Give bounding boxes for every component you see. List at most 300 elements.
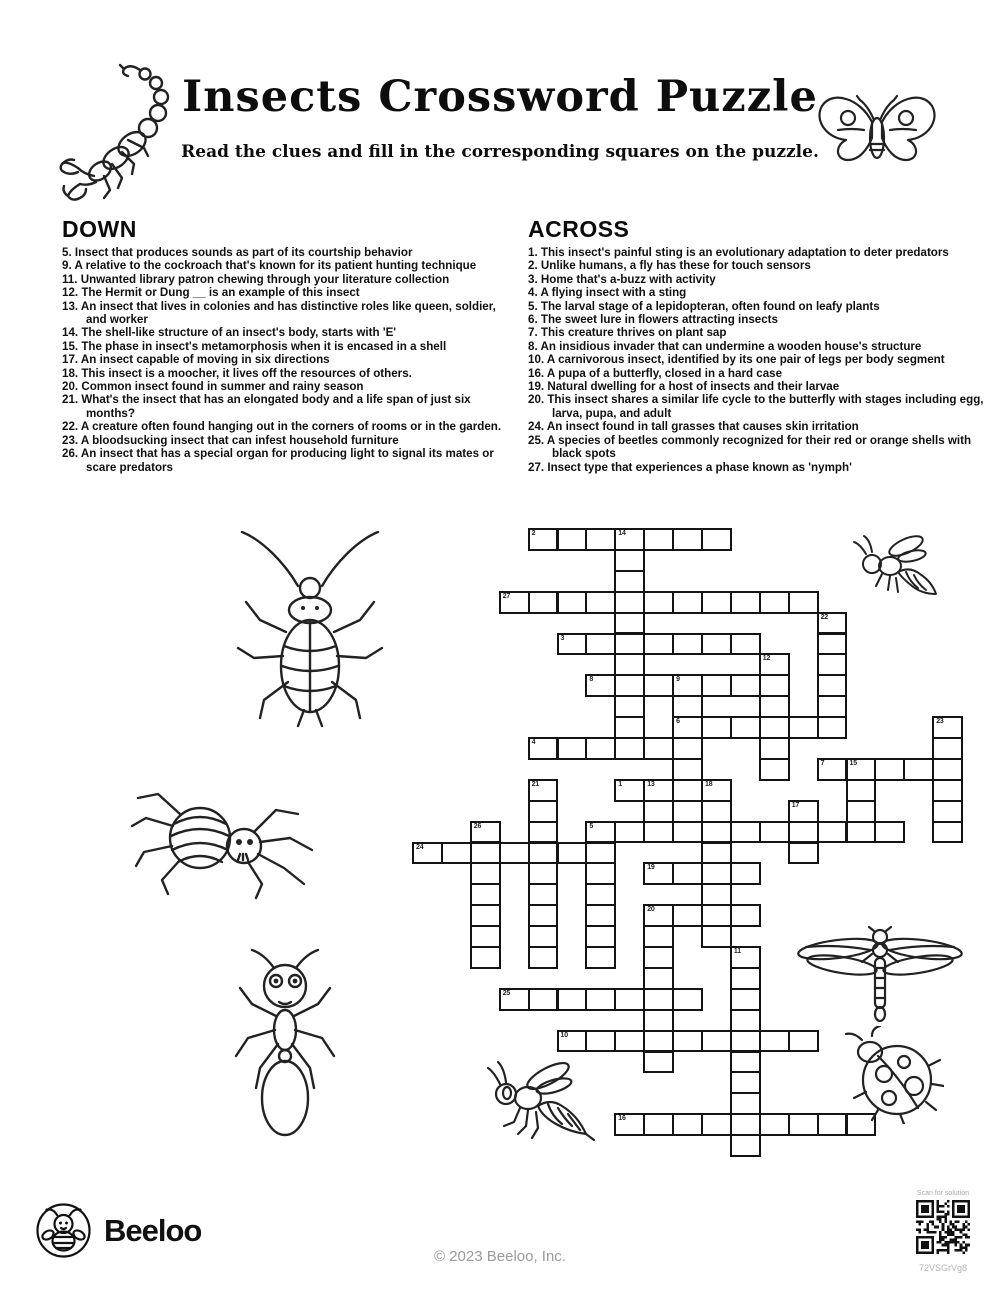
grid-cell[interactable] (528, 737, 559, 760)
clue (528, 246, 984, 259)
clue (528, 353, 984, 366)
grid-cell[interactable] (701, 1113, 732, 1136)
grid-cell[interactable] (672, 633, 703, 656)
clue (528, 259, 984, 272)
grid-cell[interactable] (672, 988, 703, 1011)
grid-cell[interactable] (585, 946, 616, 969)
grid-cell[interactable] (585, 904, 616, 927)
grid-cell[interactable] (846, 821, 877, 844)
grid-cell[interactable] (585, 528, 616, 551)
grid-cell[interactable] (614, 653, 645, 676)
grid-cell[interactable] (614, 674, 645, 697)
clue-number: 15. (62, 339, 82, 353)
grid-cell[interactable] (557, 528, 588, 551)
grid-cell[interactable] (932, 821, 963, 844)
grid-cell[interactable] (528, 946, 559, 969)
grid-cell[interactable] (643, 633, 674, 656)
grid-cell[interactable] (557, 737, 588, 760)
grid-cell[interactable] (585, 862, 616, 885)
grid-cell[interactable] (643, 1030, 674, 1053)
grid-cell[interactable] (585, 821, 616, 844)
clue (62, 434, 508, 447)
grid-cell[interactable] (470, 946, 501, 969)
page-title: Insects Crossword Puzzle (182, 72, 818, 122)
clue-number: 22. (62, 420, 81, 434)
grid-cell[interactable] (470, 904, 501, 927)
grid-cell[interactable] (701, 862, 732, 885)
grid-cell[interactable] (557, 988, 588, 1011)
grid-cell-number: 10 (560, 1031, 568, 1039)
clue-text: A flying insect with a sting (540, 286, 687, 300)
clue (528, 380, 984, 393)
grid-cell-number: 26 (473, 822, 482, 830)
clue-text: The Hermit or Dung __ is an example of this insect (81, 286, 360, 300)
cockroach-illustration (226, 524, 394, 734)
grid-cell-number: 23 (936, 718, 944, 726)
grid-cell[interactable] (672, 1030, 703, 1053)
qr-caption: Scan for solution (916, 1190, 970, 1197)
grid-cell-number: 18 (705, 780, 713, 788)
grid-cell[interactable] (846, 758, 877, 781)
grid-cell[interactable] (585, 674, 616, 697)
grid-cell[interactable] (528, 779, 559, 802)
grid-cell[interactable] (614, 695, 645, 718)
grid-cell[interactable] (672, 695, 703, 718)
grid-cell[interactable] (643, 528, 674, 551)
grid-cell[interactable] (701, 842, 732, 865)
grid-cell-number: 19 (647, 864, 655, 872)
page-subtitle: Read the clues and fill in the corresponding squares on the puzzle. (181, 142, 819, 162)
grid-cell-number: 4 (531, 739, 536, 746)
grid-cell[interactable] (614, 612, 645, 635)
grid-cell[interactable] (730, 1051, 761, 1074)
clue-number: 6. (528, 313, 541, 327)
grid-cell-number: 14 (618, 530, 626, 537)
clue (62, 340, 508, 353)
grid-cell[interactable] (817, 674, 848, 697)
clue-number: 20. (528, 393, 548, 407)
grid-cell[interactable] (528, 925, 559, 948)
clue-text: Unlike humans, a fly has these for touch sensors (540, 259, 811, 273)
clue-number: 25. (528, 433, 547, 447)
qr-code-image (916, 1200, 970, 1254)
ant-illustration (226, 946, 344, 1160)
clue (62, 420, 508, 433)
grid-cell[interactable] (528, 800, 559, 823)
grid-cell[interactable] (643, 925, 674, 948)
grid-cell[interactable] (788, 800, 819, 823)
grid-cell[interactable] (730, 674, 761, 697)
grid-cell[interactable] (412, 842, 443, 865)
grid-cell[interactable] (614, 716, 645, 739)
clue-number: 5. (528, 299, 541, 313)
grid-cell[interactable] (528, 528, 559, 551)
grid-cell-number: 13 (647, 780, 655, 788)
clue-text: Natural dwelling for a host of insects and their larvae (547, 380, 840, 394)
clue-number: 14. (62, 326, 82, 340)
grid-cell[interactable] (643, 967, 674, 990)
grid-cell[interactable] (874, 758, 905, 781)
grid-cell[interactable] (701, 1030, 732, 1053)
grid-cell[interactable] (528, 904, 559, 927)
grid-cell[interactable] (874, 821, 905, 844)
grid-cell[interactable] (672, 779, 703, 802)
grid-cell-number: 1 (618, 780, 622, 788)
clue-number: 8. (528, 339, 541, 353)
grid-cell[interactable] (701, 800, 732, 823)
grid-cell[interactable] (528, 842, 559, 865)
grid-cell[interactable] (701, 883, 732, 906)
clue-number: 21. (62, 393, 82, 407)
grid-cell[interactable] (730, 988, 761, 1011)
clue-number: 5. (62, 246, 75, 259)
grid-cell[interactable] (759, 716, 790, 739)
grid-cell[interactable] (470, 842, 501, 865)
clue-number: 20. (62, 380, 82, 394)
grid-cell[interactable] (817, 633, 848, 656)
grid-cell[interactable] (528, 883, 559, 906)
grid-cell[interactable] (643, 779, 674, 802)
grid-cell[interactable] (643, 800, 674, 823)
clue-number: 17. (62, 353, 81, 367)
clue-number: 10. (528, 353, 547, 367)
clue-number: 27. (528, 460, 548, 474)
grid-cell[interactable] (499, 842, 530, 865)
clue-text: A species of beetles commonly recognized for their red or orange shells with black spots (546, 433, 972, 461)
grid-cell[interactable] (817, 758, 848, 781)
clue-text: The phase in insect's metamorphosis when it is encased in a shell (81, 339, 447, 353)
grid-cell[interactable] (528, 591, 559, 614)
clue-text: A pupa of a butterfly, closed in a hard case (546, 366, 783, 380)
clue-number: 13. (62, 299, 81, 313)
grid-cell[interactable] (701, 674, 732, 697)
grid-cell[interactable] (672, 528, 703, 551)
clue-text: An insect capable of moving in six directions (80, 353, 330, 367)
grid-cell[interactable] (817, 716, 848, 739)
grid-cell-number: 9 (676, 676, 680, 684)
grid-cell[interactable] (932, 716, 963, 739)
clue (62, 273, 508, 286)
clue-text: What's the insect that has an elongated body and a life span of just six months? (81, 393, 471, 420)
grid-cell[interactable] (672, 1113, 703, 1136)
clue (62, 326, 508, 339)
grid-cell[interactable] (614, 821, 645, 844)
clue (528, 367, 984, 380)
grid-cell[interactable] (932, 779, 963, 802)
grid-cell[interactable] (672, 904, 703, 927)
grid-cell[interactable] (614, 1113, 645, 1136)
grid-cell[interactable] (788, 1113, 819, 1136)
grid-cell-number: 7 (820, 759, 825, 767)
grid-cell[interactable] (730, 821, 761, 844)
clue-text: An insidious invader that can undermine a wooden house's structure (540, 339, 922, 353)
clue-number: 24. (528, 420, 547, 434)
grid-cell[interactable] (672, 591, 703, 614)
clue-number: 26. (62, 447, 81, 461)
clue-number: 7. (528, 326, 541, 340)
grid-cell-number: 24 (416, 843, 424, 851)
clue (62, 286, 508, 299)
grid-cell[interactable] (759, 1030, 790, 1053)
grid-cell[interactable] (528, 821, 559, 844)
grid-cell-number: 11 (733, 948, 741, 955)
grid-cell[interactable] (643, 1113, 674, 1136)
grid-cell[interactable] (557, 842, 588, 865)
clue (62, 259, 508, 272)
grid-cell[interactable] (528, 862, 559, 885)
grid-cell-number: 2 (531, 530, 536, 537)
down-heading: DOWN (62, 216, 137, 242)
moth-illustration (812, 80, 942, 188)
grid-cell-number: 3 (560, 634, 565, 642)
grid-cell[interactable] (557, 633, 588, 656)
grid-cell[interactable] (672, 821, 703, 844)
grid-cell[interactable] (528, 988, 559, 1011)
clue-text: This insect is a moocher, it lives off the resources of others. (81, 366, 412, 380)
grid-cell[interactable] (701, 821, 732, 844)
clue (62, 300, 508, 327)
grid-cell[interactable] (730, 591, 761, 614)
grid-cell[interactable] (585, 1030, 616, 1053)
grid-cell[interactable] (759, 758, 790, 781)
grid-cell[interactable] (614, 591, 645, 614)
grid-cell[interactable] (557, 1030, 588, 1053)
clue (62, 393, 508, 420)
grid-cell[interactable] (701, 591, 732, 614)
grid-cell[interactable] (730, 1113, 761, 1136)
grid-cell[interactable] (701, 528, 732, 551)
clue-number: 18. (62, 366, 82, 380)
grid-cell[interactable] (643, 1009, 674, 1032)
grid-cell[interactable] (441, 842, 472, 865)
brand-name: Beeloo (104, 1212, 202, 1248)
grid-cell[interactable] (672, 758, 703, 781)
grid-cell[interactable] (643, 821, 674, 844)
grid-cell[interactable] (846, 779, 877, 802)
grid-cell[interactable] (557, 591, 588, 614)
small-bee-illustration (850, 528, 948, 608)
grid-cell[interactable] (614, 988, 645, 1011)
grid-cell[interactable] (932, 800, 963, 823)
clue (528, 461, 984, 474)
grid-cell[interactable] (499, 988, 530, 1011)
clue (528, 286, 984, 299)
clue-text: An insect that has a special organ for producing light to signal its mates or scare predators (80, 447, 494, 474)
wasp-illustration (486, 1052, 600, 1150)
grid-cell[interactable] (643, 1051, 674, 1074)
clue-text: Common insect found in summer and rainy season (81, 380, 364, 394)
grid-cell-number: 16 (618, 1115, 626, 1123)
grid-cell[interactable] (585, 988, 616, 1011)
clue (528, 434, 984, 461)
grid-cell[interactable] (643, 674, 674, 697)
grid-cell[interactable] (730, 946, 761, 969)
dragonfly-illustration (794, 926, 966, 1022)
grid-cell[interactable] (585, 925, 616, 948)
grid-cell[interactable] (701, 779, 732, 802)
grid-cell-number: 5 (589, 822, 594, 830)
grid-cell-number: 12 (762, 655, 771, 663)
clue-text: A carnivorous insect, identified by its one pair of legs per body segment (546, 353, 945, 367)
clue (528, 273, 984, 286)
grid-cell[interactable] (672, 716, 703, 739)
grid-cell[interactable] (817, 821, 848, 844)
qr-block (905, 1190, 981, 1273)
grid-cell-number: 6 (676, 718, 680, 726)
copyright-text: © 2023 Beeloo, Inc. (434, 1248, 566, 1265)
clue-text: Insect type that experiences a phase known as 'nymph' (547, 460, 852, 474)
clue-number: 16. (528, 366, 547, 380)
grid-cell[interactable] (788, 821, 819, 844)
clue (528, 340, 984, 353)
grid-cell[interactable] (672, 862, 703, 885)
grid-cell[interactable] (643, 946, 674, 969)
grid-cell[interactable] (730, 1092, 761, 1115)
grid-cell[interactable] (788, 716, 819, 739)
across-heading: ACROSS (528, 216, 630, 242)
grid-cell[interactable] (730, 1134, 761, 1157)
grid-cell[interactable] (614, 633, 645, 656)
grid-cell-number: 20 (647, 906, 655, 914)
grid-cell[interactable] (759, 674, 790, 697)
clue-text: Insect that produces sounds as part of its courtship behavior (74, 246, 413, 259)
grid-cell[interactable] (730, 1030, 761, 1053)
grid-cell[interactable] (672, 737, 703, 760)
grid-cell-number: 15 (849, 759, 857, 767)
grid-cell[interactable] (614, 549, 645, 572)
grid-cell[interactable] (470, 883, 501, 906)
grid-cell[interactable] (470, 925, 501, 948)
grid-cell[interactable] (701, 716, 732, 739)
grid-cell[interactable] (585, 883, 616, 906)
grid-cell[interactable] (903, 758, 934, 781)
grid-cell[interactable] (817, 695, 848, 718)
grid-cell[interactable] (585, 591, 616, 614)
grid-cell[interactable] (759, 821, 790, 844)
ladybug-illustration (842, 1026, 944, 1124)
clue-number: 11. (62, 272, 81, 286)
clue (62, 367, 508, 380)
grid-cell-number: 25 (502, 989, 511, 997)
grid-cell-number: 8 (589, 676, 594, 684)
grid-cell-number: 27 (502, 592, 511, 600)
clue-text: A relative to the cockroach that's known for its patient hunting technique (74, 259, 477, 273)
clue-number: 9. (62, 259, 75, 273)
qr-code-text: 72VSGrVg8 (918, 1263, 968, 1273)
clue-number: 1. (528, 246, 541, 259)
grid-cell[interactable] (730, 1071, 761, 1094)
clue-number: 2. (528, 259, 541, 273)
clue-text: A bloodsucking insect that can infest household furniture (80, 433, 399, 447)
grid-cell-number: 22 (820, 613, 828, 621)
grid-cell[interactable] (643, 737, 674, 760)
grid-cell[interactable] (730, 904, 761, 927)
clue-text: A creature often found hanging out in the corners of rooms or in the garden. (80, 420, 502, 434)
grid-cell[interactable] (759, 591, 790, 614)
clue-text: An insect found in tall grasses that causes skin irritation (546, 420, 859, 434)
clue-text: This insect shares a similar life cycle to the butterfly with stages including egg, larva, pupa, and adult (547, 393, 984, 420)
down-clue-list (62, 246, 508, 474)
clue (528, 326, 984, 339)
clue (528, 300, 984, 313)
grid-cell[interactable] (643, 904, 674, 927)
clue (62, 447, 508, 474)
clue-text: An insect that lives in colonies and has distinctive roles like queen, soldier, and worker (80, 299, 496, 327)
clue-text: The larval stage of a lepidopteran, often found on leafy plants (540, 299, 880, 313)
clue-text: The shell-like structure of an insect's body, starts with 'E' (81, 326, 397, 340)
grid-cell[interactable] (932, 758, 963, 781)
grid-cell[interactable] (730, 862, 761, 885)
grid-cell[interactable] (788, 1030, 819, 1053)
grid-cell[interactable] (643, 591, 674, 614)
grid-cell[interactable] (585, 842, 616, 865)
grid-cell[interactable] (701, 633, 732, 656)
grid-cell[interactable] (846, 800, 877, 823)
grid-cell[interactable] (499, 591, 530, 614)
clue-text: Unwanted library patron chewing through your literature collection (80, 272, 450, 286)
clue (528, 393, 984, 420)
scorpion-illustration (50, 56, 195, 206)
grid-cell[interactable] (643, 988, 674, 1011)
grid-cell[interactable] (701, 925, 732, 948)
grid-cell[interactable] (614, 570, 645, 593)
across-clue-list (528, 246, 984, 474)
grid-cell[interactable] (759, 653, 790, 676)
spider-illustration (128, 780, 320, 904)
grid-cell[interactable] (672, 674, 703, 697)
clue-number: 12. (62, 286, 82, 300)
grid-cell[interactable] (730, 716, 761, 739)
grid-cell[interactable] (643, 862, 674, 885)
grid-cell[interactable] (817, 653, 848, 676)
grid-cell[interactable] (614, 528, 645, 551)
grid-cell[interactable] (730, 967, 761, 990)
clue (62, 380, 508, 393)
grid-cell[interactable] (614, 779, 645, 802)
grid-cell[interactable] (817, 612, 848, 635)
grid-cell[interactable] (932, 737, 963, 760)
grid-cell[interactable] (730, 1009, 761, 1032)
clue (62, 353, 508, 366)
grid-cell-number: 17 (791, 801, 800, 809)
grid-cell[interactable] (470, 862, 501, 885)
grid-cell[interactable] (788, 591, 819, 614)
grid-cell-number: 21 (531, 780, 539, 788)
grid-cell[interactable] (585, 737, 616, 760)
grid-cell[interactable] (614, 737, 645, 760)
grid-cell[interactable] (614, 1030, 645, 1053)
clue (528, 313, 984, 326)
clue-text: This creature thrives on plant sap (540, 326, 727, 340)
clue-number: 19. (528, 380, 548, 394)
grid-cell[interactable] (759, 695, 790, 718)
clue-number: 3. (528, 272, 541, 286)
clue-text: The sweet lure in flowers attracting insects (540, 313, 778, 327)
grid-cell[interactable] (759, 1113, 790, 1136)
grid-cell[interactable] (730, 633, 761, 656)
grid-cell[interactable] (759, 737, 790, 760)
clue-number: 4. (528, 286, 541, 300)
grid-cell[interactable] (470, 821, 501, 844)
clue-number: 23. (62, 433, 81, 447)
clue (528, 420, 984, 433)
grid-cell[interactable] (701, 904, 732, 927)
clue (62, 246, 508, 259)
grid-cell[interactable] (788, 842, 819, 865)
grid-cell[interactable] (585, 633, 616, 656)
clue-text: This insect's painful sting is an evolutionary adaptation to deter predators (540, 246, 949, 259)
clue-text: Home that's a-buzz with activity (540, 272, 716, 286)
